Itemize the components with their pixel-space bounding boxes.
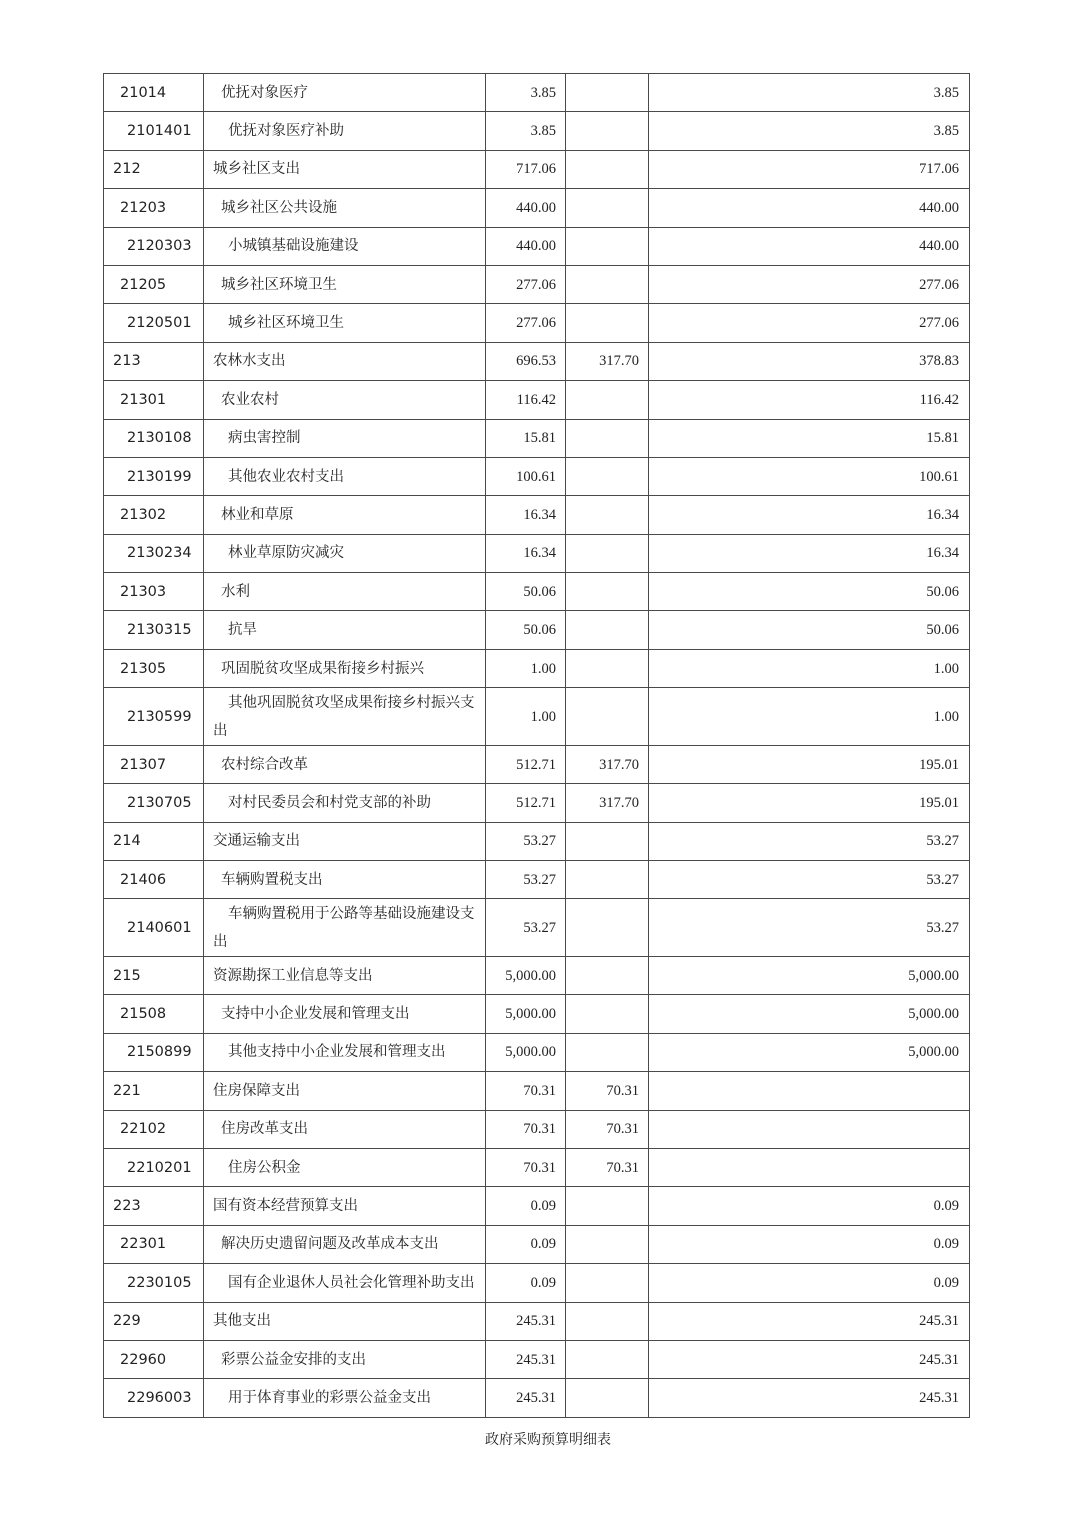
cell-total: 245.31 <box>486 1379 566 1417</box>
table-row <box>104 1302 970 1340</box>
cell-project-expenditure <box>649 1072 970 1110</box>
cell-basic-expenditure: 70.31 <box>566 1148 649 1186</box>
table-row <box>104 1033 970 1071</box>
cell-project-expenditure: 0.09 <box>649 1187 970 1225</box>
table-row <box>104 1072 970 1110</box>
table-row <box>104 1264 970 1302</box>
cell-total: 717.06 <box>486 150 566 188</box>
cell-subject-name: 其他支出 <box>204 1302 486 1340</box>
cell-total: 277.06 <box>486 304 566 342</box>
cell-subject-name: 农村综合改革 <box>204 745 486 783</box>
cell-subject-name: 资源勘探工业信息等支出 <box>204 957 486 995</box>
cell-total: 277.06 <box>486 265 566 303</box>
budget-detail-table <box>103 73 970 1418</box>
cell-basic-expenditure <box>566 1302 649 1340</box>
cell-total: 440.00 <box>486 227 566 265</box>
cell-total: 0.09 <box>486 1187 566 1225</box>
cell-subject-code: 214 <box>104 822 204 860</box>
table-row <box>104 745 970 783</box>
cell-basic-expenditure <box>566 1187 649 1225</box>
table-row <box>104 189 970 227</box>
cell-subject-name: 支持中小企业发展和管理支出 <box>204 995 486 1033</box>
cell-subject-name: 优抚对象医疗 <box>204 74 486 112</box>
cell-total: 53.27 <box>486 899 566 957</box>
cell-subject-code: 213 <box>104 342 204 380</box>
cell-project-expenditure: 1.00 <box>649 649 970 687</box>
table-row <box>104 1110 970 1148</box>
cell-basic-expenditure <box>566 822 649 860</box>
table-row <box>104 496 970 534</box>
table-row <box>104 822 970 860</box>
cell-subject-name: 车辆购置税支出 <box>204 861 486 899</box>
footer-caption: 政府采购预算明细表 <box>485 1432 611 1448</box>
cell-subject-code: 223 <box>104 1187 204 1225</box>
cell-basic-expenditure <box>566 861 649 899</box>
cell-total: 16.34 <box>486 534 566 572</box>
cell-subject-name: 对村民委员会和村党支部的补助 <box>204 784 486 822</box>
cell-subject-name: 其他支持中小企业发展和管理支出 <box>204 1033 486 1071</box>
table-row <box>104 227 970 265</box>
cell-subject-name: 住房公积金 <box>204 1148 486 1186</box>
table-row <box>104 688 970 746</box>
cell-project-expenditure: 245.31 <box>649 1302 970 1340</box>
cell-subject-code: 2130199 <box>104 457 204 495</box>
cell-basic-expenditure <box>566 304 649 342</box>
cell-total: 3.85 <box>486 74 566 112</box>
cell-subject-name: 病虫害控制 <box>204 419 486 457</box>
cell-project-expenditure: 53.27 <box>649 822 970 860</box>
cell-project-expenditure: 5,000.00 <box>649 1033 970 1071</box>
cell-project-expenditure: 5,000.00 <box>649 957 970 995</box>
cell-subject-code: 21305 <box>104 649 204 687</box>
table-row <box>104 1379 970 1417</box>
table-row <box>104 1225 970 1263</box>
cell-project-expenditure: 440.00 <box>649 189 970 227</box>
cell-total: 70.31 <box>486 1110 566 1148</box>
table-row <box>104 265 970 303</box>
cell-subject-code: 2130705 <box>104 784 204 822</box>
cell-project-expenditure: 50.06 <box>649 611 970 649</box>
cell-total: 245.31 <box>486 1302 566 1340</box>
cell-basic-expenditure <box>566 189 649 227</box>
cell-subject-code: 2101401 <box>104 112 204 150</box>
cell-subject-code: 21014 <box>104 74 204 112</box>
cell-basic-expenditure <box>566 381 649 419</box>
table-row <box>104 342 970 380</box>
cell-basic-expenditure <box>566 265 649 303</box>
cell-project-expenditure: 245.31 <box>649 1340 970 1378</box>
cell-project-expenditure: 440.00 <box>649 227 970 265</box>
cell-project-expenditure: 16.34 <box>649 534 970 572</box>
cell-subject-code: 21205 <box>104 265 204 303</box>
cell-subject-code: 215 <box>104 957 204 995</box>
cell-subject-name: 国有资本经营预算支出 <box>204 1187 486 1225</box>
cell-project-expenditure: 0.09 <box>649 1264 970 1302</box>
cell-subject-code: 2130234 <box>104 534 204 572</box>
cell-total: 53.27 <box>486 822 566 860</box>
cell-subject-code: 22102 <box>104 1110 204 1148</box>
cell-subject-code: 2230105 <box>104 1264 204 1302</box>
cell-subject-name: 农业农村 <box>204 381 486 419</box>
cell-total: 696.53 <box>486 342 566 380</box>
cell-subject-code: 2210201 <box>104 1148 204 1186</box>
cell-project-expenditure: 1.00 <box>649 688 970 746</box>
cell-basic-expenditure <box>566 611 649 649</box>
cell-basic-expenditure: 317.70 <box>566 342 649 380</box>
cell-basic-expenditure <box>566 74 649 112</box>
cell-project-expenditure: 277.06 <box>649 304 970 342</box>
cell-subject-code: 221 <box>104 1072 204 1110</box>
cell-subject-name: 城乡社区环境卫生 <box>204 304 486 342</box>
cell-project-expenditure: 717.06 <box>649 150 970 188</box>
table-row <box>104 304 970 342</box>
cell-project-expenditure: 15.81 <box>649 419 970 457</box>
cell-total: 0.09 <box>486 1225 566 1263</box>
cell-subject-code: 21203 <box>104 189 204 227</box>
cell-basic-expenditure <box>566 1264 649 1302</box>
cell-total: 50.06 <box>486 573 566 611</box>
table-row <box>104 381 970 419</box>
cell-subject-code: 22301 <box>104 1225 204 1263</box>
table-row <box>104 861 970 899</box>
cell-basic-expenditure <box>566 1033 649 1071</box>
cell-subject-code: 229 <box>104 1302 204 1340</box>
table-row <box>104 150 970 188</box>
cell-subject-name: 城乡社区支出 <box>204 150 486 188</box>
table-row <box>104 419 970 457</box>
cell-project-expenditure: 53.27 <box>649 899 970 957</box>
cell-total: 1.00 <box>486 688 566 746</box>
cell-project-expenditure: 0.09 <box>649 1225 970 1263</box>
cell-subject-code: 21307 <box>104 745 204 783</box>
cell-subject-name: 抗旱 <box>204 611 486 649</box>
cell-total: 5,000.00 <box>486 957 566 995</box>
cell-total: 16.34 <box>486 496 566 534</box>
cell-subject-name: 交通运输支出 <box>204 822 486 860</box>
cell-subject-code: 22960 <box>104 1340 204 1378</box>
cell-project-expenditure: 116.42 <box>649 381 970 419</box>
table-body <box>104 74 970 1418</box>
cell-basic-expenditure <box>566 496 649 534</box>
cell-basic-expenditure <box>566 995 649 1033</box>
cell-project-expenditure: 3.85 <box>649 74 970 112</box>
cell-basic-expenditure: 70.31 <box>566 1072 649 1110</box>
cell-total: 5,000.00 <box>486 995 566 1033</box>
cell-subject-code: 2130108 <box>104 419 204 457</box>
cell-subject-name: 用于体育事业的彩票公益金支出 <box>204 1379 486 1417</box>
cell-subject-code: 2140601 <box>104 899 204 957</box>
cell-basic-expenditure: 317.70 <box>566 784 649 822</box>
cell-project-expenditure: 5,000.00 <box>649 995 970 1033</box>
cell-total: 440.00 <box>486 189 566 227</box>
cell-subject-code: 2120501 <box>104 304 204 342</box>
cell-basic-expenditure <box>566 899 649 957</box>
cell-total: 116.42 <box>486 381 566 419</box>
cell-subject-code: 21303 <box>104 573 204 611</box>
cell-basic-expenditure <box>566 1379 649 1417</box>
table-row <box>104 1148 970 1186</box>
cell-total: 512.71 <box>486 745 566 783</box>
cell-subject-name: 彩票公益金安排的支出 <box>204 1340 486 1378</box>
cell-subject-name: 国有企业退休人员社会化管理补助支出 <box>204 1264 486 1302</box>
cell-project-expenditure: 195.01 <box>649 745 970 783</box>
cell-basic-expenditure <box>566 1225 649 1263</box>
cell-project-expenditure: 100.61 <box>649 457 970 495</box>
table-row <box>104 957 970 995</box>
cell-total: 1.00 <box>486 649 566 687</box>
cell-subject-code: 2120303 <box>104 227 204 265</box>
cell-total: 50.06 <box>486 611 566 649</box>
cell-total: 70.31 <box>486 1148 566 1186</box>
cell-subject-name: 农林水支出 <box>204 342 486 380</box>
table-row <box>104 899 970 957</box>
table-row <box>104 995 970 1033</box>
cell-project-expenditure: 3.85 <box>649 112 970 150</box>
table-row <box>104 74 970 112</box>
cell-subject-name: 住房保障支出 <box>204 1072 486 1110</box>
table-row <box>104 1187 970 1225</box>
cell-basic-expenditure <box>566 649 649 687</box>
cell-subject-name: 解决历史遗留问题及改革成本支出 <box>204 1225 486 1263</box>
cell-total: 15.81 <box>486 419 566 457</box>
cell-subject-name: 车辆购置税用于公路等基础设施建设支出 <box>204 899 486 957</box>
cell-subject-name: 其他巩固脱贫攻坚成果衔接乡村振兴支出 <box>204 688 486 746</box>
cell-subject-code: 212 <box>104 150 204 188</box>
cell-subject-name: 城乡社区环境卫生 <box>204 265 486 303</box>
cell-basic-expenditure <box>566 150 649 188</box>
cell-total: 512.71 <box>486 784 566 822</box>
cell-subject-name: 小城镇基础设施建设 <box>204 227 486 265</box>
cell-subject-name: 其他农业农村支出 <box>204 457 486 495</box>
cell-total: 3.85 <box>486 112 566 150</box>
cell-total: 0.09 <box>486 1264 566 1302</box>
cell-basic-expenditure <box>566 227 649 265</box>
cell-subject-code: 21508 <box>104 995 204 1033</box>
cell-subject-name: 住房改革支出 <box>204 1110 486 1148</box>
cell-basic-expenditure <box>566 457 649 495</box>
table-row <box>104 1340 970 1378</box>
table-row <box>104 112 970 150</box>
cell-total: 5,000.00 <box>486 1033 566 1071</box>
table-row <box>104 534 970 572</box>
cell-basic-expenditure: 70.31 <box>566 1110 649 1148</box>
cell-project-expenditure: 378.83 <box>649 342 970 380</box>
cell-project-expenditure: 16.34 <box>649 496 970 534</box>
cell-total: 53.27 <box>486 861 566 899</box>
cell-subject-code: 21301 <box>104 381 204 419</box>
cell-total: 100.61 <box>486 457 566 495</box>
cell-subject-code: 21302 <box>104 496 204 534</box>
cell-basic-expenditure: 317.70 <box>566 745 649 783</box>
cell-basic-expenditure <box>566 419 649 457</box>
cell-basic-expenditure <box>566 957 649 995</box>
cell-subject-code: 2296003 <box>104 1379 204 1417</box>
cell-basic-expenditure <box>566 534 649 572</box>
cell-subject-name: 林业和草原 <box>204 496 486 534</box>
cell-project-expenditure: 245.31 <box>649 1379 970 1417</box>
cell-subject-name: 城乡社区公共设施 <box>204 189 486 227</box>
cell-total: 70.31 <box>486 1072 566 1110</box>
table-row <box>104 784 970 822</box>
cell-subject-name: 优抚对象医疗补助 <box>204 112 486 150</box>
cell-subject-name: 水利 <box>204 573 486 611</box>
cell-project-expenditure: 277.06 <box>649 265 970 303</box>
cell-project-expenditure: 50.06 <box>649 573 970 611</box>
cell-project-expenditure: 195.01 <box>649 784 970 822</box>
cell-subject-code: 2150899 <box>104 1033 204 1071</box>
table-row <box>104 649 970 687</box>
cell-project-expenditure <box>649 1110 970 1148</box>
cell-basic-expenditure <box>566 1340 649 1378</box>
cell-subject-code: 21406 <box>104 861 204 899</box>
cell-basic-expenditure <box>566 112 649 150</box>
table-row <box>104 457 970 495</box>
cell-project-expenditure <box>649 1148 970 1186</box>
cell-subject-name: 巩固脱贫攻坚成果衔接乡村振兴 <box>204 649 486 687</box>
cell-subject-name: 林业草原防灾减灾 <box>204 534 486 572</box>
table-row <box>104 611 970 649</box>
cell-subject-code: 2130315 <box>104 611 204 649</box>
cell-total: 245.31 <box>486 1340 566 1378</box>
cell-basic-expenditure <box>566 573 649 611</box>
cell-project-expenditure: 53.27 <box>649 861 970 899</box>
table-row <box>104 573 970 611</box>
cell-basic-expenditure <box>566 688 649 746</box>
cell-subject-code: 2130599 <box>104 688 204 746</box>
